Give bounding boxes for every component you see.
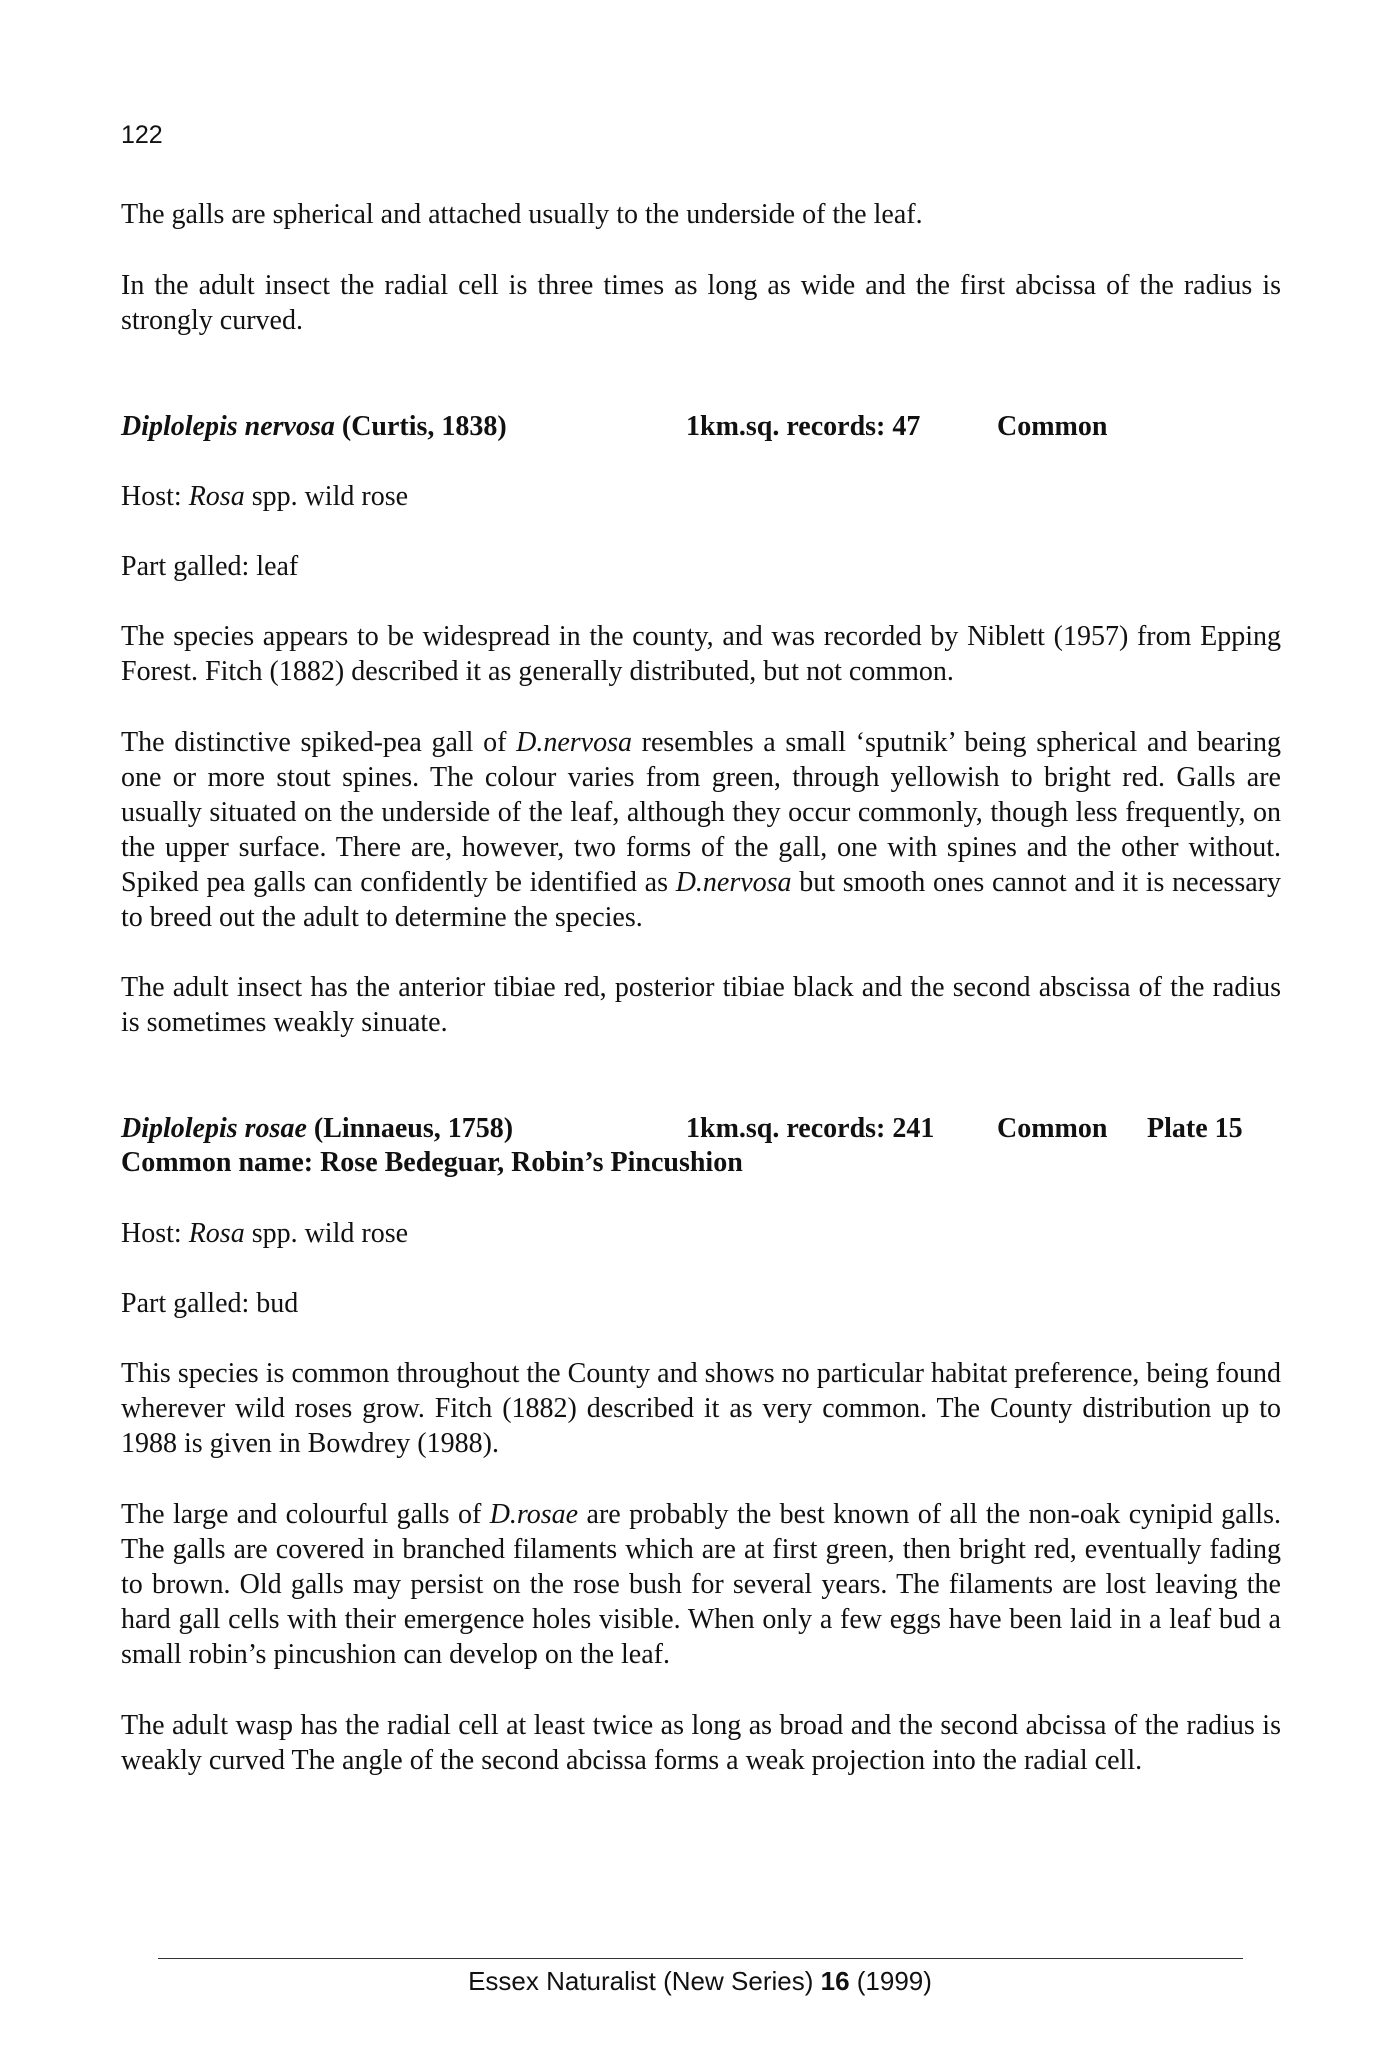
rosae-paragraph-1: This species is common throughout the County and shows no particular habitat preference, being found wherever wild roses grow. Fitch (1882) described it as very common. The County distribution up to 1988 is given in Bowdrey (1988). <box>121 1358 1281 1459</box>
intro-paragraph-1: The galls are spherical and attached usually to the underside of the leaf. <box>121 199 923 230</box>
species-records: 1km.sq. records: 241 <box>686 1113 935 1144</box>
common-name-rosae: Common name: Rose Bedeguar, Robin’s Pincushion <box>121 1147 743 1178</box>
part-galled-nervosa: Part galled: leaf <box>121 551 299 582</box>
plate-reference: Plate 15 <box>1147 1113 1243 1144</box>
host-line-rosae: Host: Rosa spp. wild rose <box>121 1218 409 1249</box>
species-name: Diplolepis nervosa <box>121 411 335 442</box>
host-line-nervosa: Host: Rosa spp. wild rose <box>121 481 409 512</box>
host-genus: Rosa <box>188 1218 245 1249</box>
species-name: Diplolepis rosae <box>121 1113 307 1144</box>
volume-number: 16 <box>820 1966 850 1996</box>
nervosa-paragraph-3: The adult insect has the anterior tibiae red, posterior tibiae black and the second abscissa of the radius is sometimes weakly sinuate. <box>121 972 1281 1038</box>
species-author: (Curtis, 1838) <box>341 411 507 442</box>
host-genus: Rosa <box>188 481 245 512</box>
footer-rule <box>158 1958 1243 1959</box>
intro-paragraph-2: In the adult insect the radial cell is three times as long as wide and the first abcissa of the radius is strongly curved. <box>121 270 1281 336</box>
footer-citation: Essex Naturalist (New Series) 16 (1999) <box>468 1966 932 1996</box>
rosae-paragraph-2: The large and colourful galls of D.rosae are probably the best known of all the non-oak cynipid galls. The galls are covered in branched filaments which are at first green, then bright red, eventually fading to brown. Old galls may persist on the rose bush for several years. The filaments are lost leaving the hard gall cells with their emergence holes visible. When only a few eggs have been laid in a leaf bud a small robin’s pincushion can develop on the leaf. <box>121 1499 1281 1670</box>
species-records: 1km.sq. records: 47 <box>686 411 921 442</box>
species-status: Common <box>997 411 1108 442</box>
species-status: Common <box>997 1113 1108 1144</box>
nervosa-paragraph-2: The distinctive spiked-pea gall of D.nervosa resembles a small ‘sputnik’ being spherical and bearing one or more stout spines. The colour varies from green, through yellowish to bright red. Galls are usually situated on the underside of the leaf, although they occur commonly, though less frequently, on the upper surface. There are, however, two forms of the gall, one with spines and the other without. Spiked pea galls can confidently be identified as D.nervosa but smooth ones cannot and it is necessary to breed out the adult to determine the species. <box>121 727 1281 933</box>
rosae-paragraph-3: The adult wasp has the radial cell at least twice as long as broad and the second abcissa of the radius is weakly curved The angle of the second abcissa forms a weak projection into the radial cell. <box>121 1710 1281 1776</box>
part-galled-rosae: Part galled: bud <box>121 1288 299 1319</box>
nervosa-paragraph-1: The species appears to be widespread in the county, and was recorded by Niblett (1957) from Epping Forest. Fitch (1882) described it as generally distributed, but not common. <box>121 621 1281 687</box>
page-number: 122 <box>121 121 163 149</box>
species-author: (Linnaeus, 1758) <box>313 1113 514 1144</box>
